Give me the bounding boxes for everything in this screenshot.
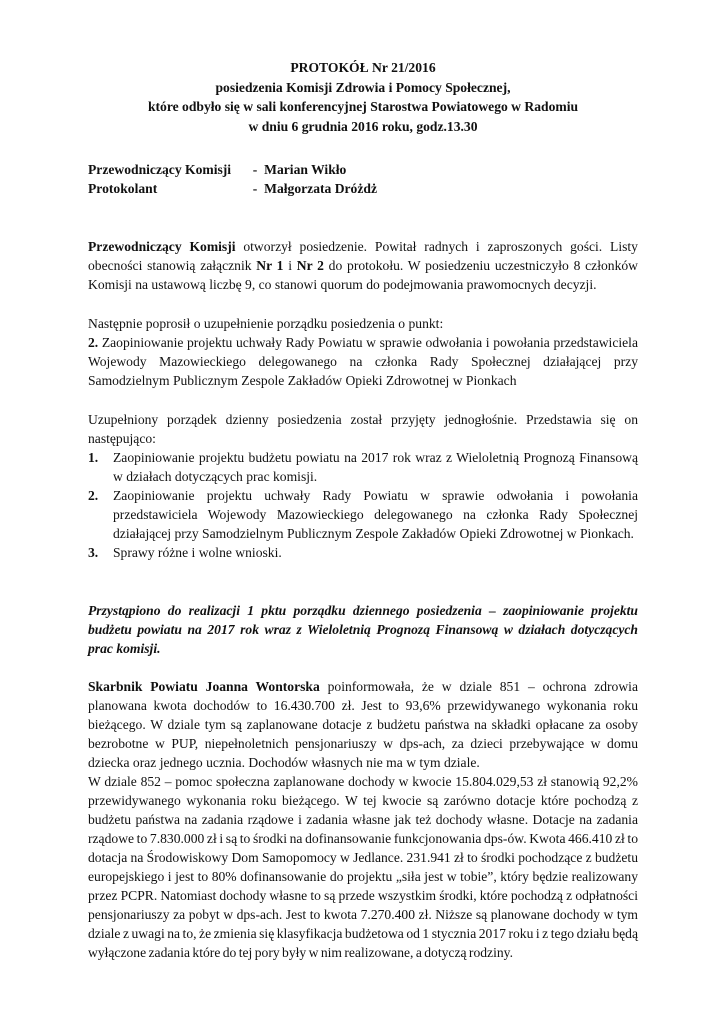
agenda-item-text: Sprawy różne i wolne wnioski. <box>113 545 282 560</box>
officer-role: Protokolant <box>88 181 158 196</box>
agenda-item <box>88 543 638 562</box>
attachment-nr2: Nr 2 <box>296 258 324 273</box>
document-title <box>88 58 638 136</box>
title-line-2: posiedzenia Komisji Zdrowia i Pomocy Społecznej, <box>215 79 511 95</box>
officer-separator: - <box>246 181 265 196</box>
attachment-nr1: Nr 1 <box>256 258 284 273</box>
supplement-line: Następnie poprosił o uzupełnienie porządku posiedzenia o punkt: <box>88 316 444 331</box>
intro-lead: Przewodniczący Komisji <box>88 239 236 254</box>
title-line-4: w dniu 6 grudnia 2016 roku, godz.13.30 <box>248 118 478 134</box>
treasurer-text: poinformowała, że w dziale 851 – ochrona zdrowia planowana kwota dochodów to 16.430.700 zł. Jest to 93,6% przewidywanego wykonania roku bieżącego. W dziale tym są zaplanowane dotacje z budżetu państwa na składki opłacane za osoby bezrobotne w PUP, niepełnoletnich pensjonariuszy w dps-ach, za dzieci przebywające w domu dziecka oraz jednego ucznia. Dochodów własnych nie ma w tym dziale. <box>88 679 638 770</box>
treasurer-lead: Skarbnik Powiatu Joanna Wontorska <box>88 679 320 694</box>
agenda-item-number: 2. <box>88 488 99 503</box>
officer-role: Przewodniczący Komisji <box>88 162 232 177</box>
officers-block <box>88 160 638 198</box>
agenda-intro: Uzupełniony porządek dzienny posiedzenia został przyjęty jednogłośnie. Przedstawia się on następująco: <box>88 412 638 446</box>
title-line-3: które odbyło się w sali konferencyjnej Starostwa Powiatowego w Radomiu <box>147 99 579 114</box>
agenda-item <box>88 448 638 486</box>
supplement-block <box>88 314 638 390</box>
agenda-item-number: 3. <box>88 545 99 560</box>
intro-text-a: otworzył posiedzenie. Powitał radnych i zaproszonych gości. Listy obecności stanowią załącznik <box>88 239 638 273</box>
supplement-num: 2. <box>88 335 99 350</box>
officer-separator: - <box>246 162 265 177</box>
treasurer-paragraph <box>88 677 638 772</box>
officer-name: Małgorzata Dróżdż <box>264 181 377 196</box>
officer-chair <box>88 160 638 179</box>
agenda-item <box>88 486 638 543</box>
intro-text-b: i <box>283 258 297 273</box>
intro-text-c: do protokołu. W posiedzeniu uczestniczyło 8 członków Komisji na ustawową liczbę 9, co stanowi quorum do podejmowania prawomocnych decyzji. <box>88 258 638 292</box>
section-heading: Przystąpiono do realizacji 1 pktu porządku dziennego posiedzenia – zaopiniowanie projektu budżetu powiatu na 2017 rok wraz z Wieloletnią Prognozą Finansową w działach dotyczących prac komisji. <box>88 603 638 656</box>
intro-paragraph <box>88 237 638 294</box>
title-line-1: PROTOKÓŁ Nr 21/2016 <box>290 60 436 75</box>
agenda-item-text: Zaopiniowanie projektu budżetu powiatu na 2017 rok wraz z Wieloletnią Prognozą Finansową w działach dotyczących prac komisji. <box>113 450 638 484</box>
officer-recorder <box>88 179 638 198</box>
closing-paragraph: W dziale 852 – pomoc społeczna zaplanowane dochody w kwocie 15.804.029,53 zł stanowią 92,2% przewidywanego wykonania roku bieżącego. W tej kwocie są zarówno dotacje które pochodzą z budżetu państwa na zadania rządowe i zadania własne jak też dochody własne. Dotacje na zadania rządowe to 7.830.000 zł i są to środki na dofinansowanie funkcjonowania dps-ów. Kwota 466.410 zł to dotacja na Środowiskowy Dom Samopomocy w Jedlance. 231.941 zł to środki pochodzące z budżetu europejskiego i jest to 80% dofinansowanie do projektu „siła jest w tobie”, który będzie realizowany przez PCPR. Natomiast dochody własne to są przede wszystkim środki, które pochodzą z odpłatności pensjonariuszy za pobyt w dps-ach. Jest to kwota 7.270.400 zł. Niższe są planowane dochody w tym dziale z uwagi na to, że zmienia się klasyfikacja budżetowa od 1 stycznia 2017 roku i z tego działu będą wyłączone zadania które do tej pory były w nim realizowane, a dotyczą rodziny. <box>88 774 638 960</box>
agenda-item-number: 1. <box>88 450 99 465</box>
supplement-text: Zaopiniowanie projektu uchwały Rady Powiatu w sprawie odwołania i powołania przedstawiciela Wojewody Mazowieckiego delegowanego na członka Rady Społecznej działającej przy Samodzielnym Publicznym Zespole Zakładów Opieki Zdrowotnej w Pionkach <box>88 335 638 388</box>
officer-name: Marian Wikło <box>264 162 347 177</box>
supplement-item <box>88 333 638 390</box>
agenda-list <box>88 448 638 562</box>
agenda-item-text: Zaopiniowanie projektu uchwały Rady Powiatu w sprawie odwołania i powołania przedstawiciela Wojewody Mazowieckiego delegowanego na członka Rady Społecznej działającej przy Samodzielnym Publicznym Zespole Zakładów Opieki Zdrowotnej w Pionkach. <box>113 488 638 541</box>
document-page <box>88 58 638 962</box>
